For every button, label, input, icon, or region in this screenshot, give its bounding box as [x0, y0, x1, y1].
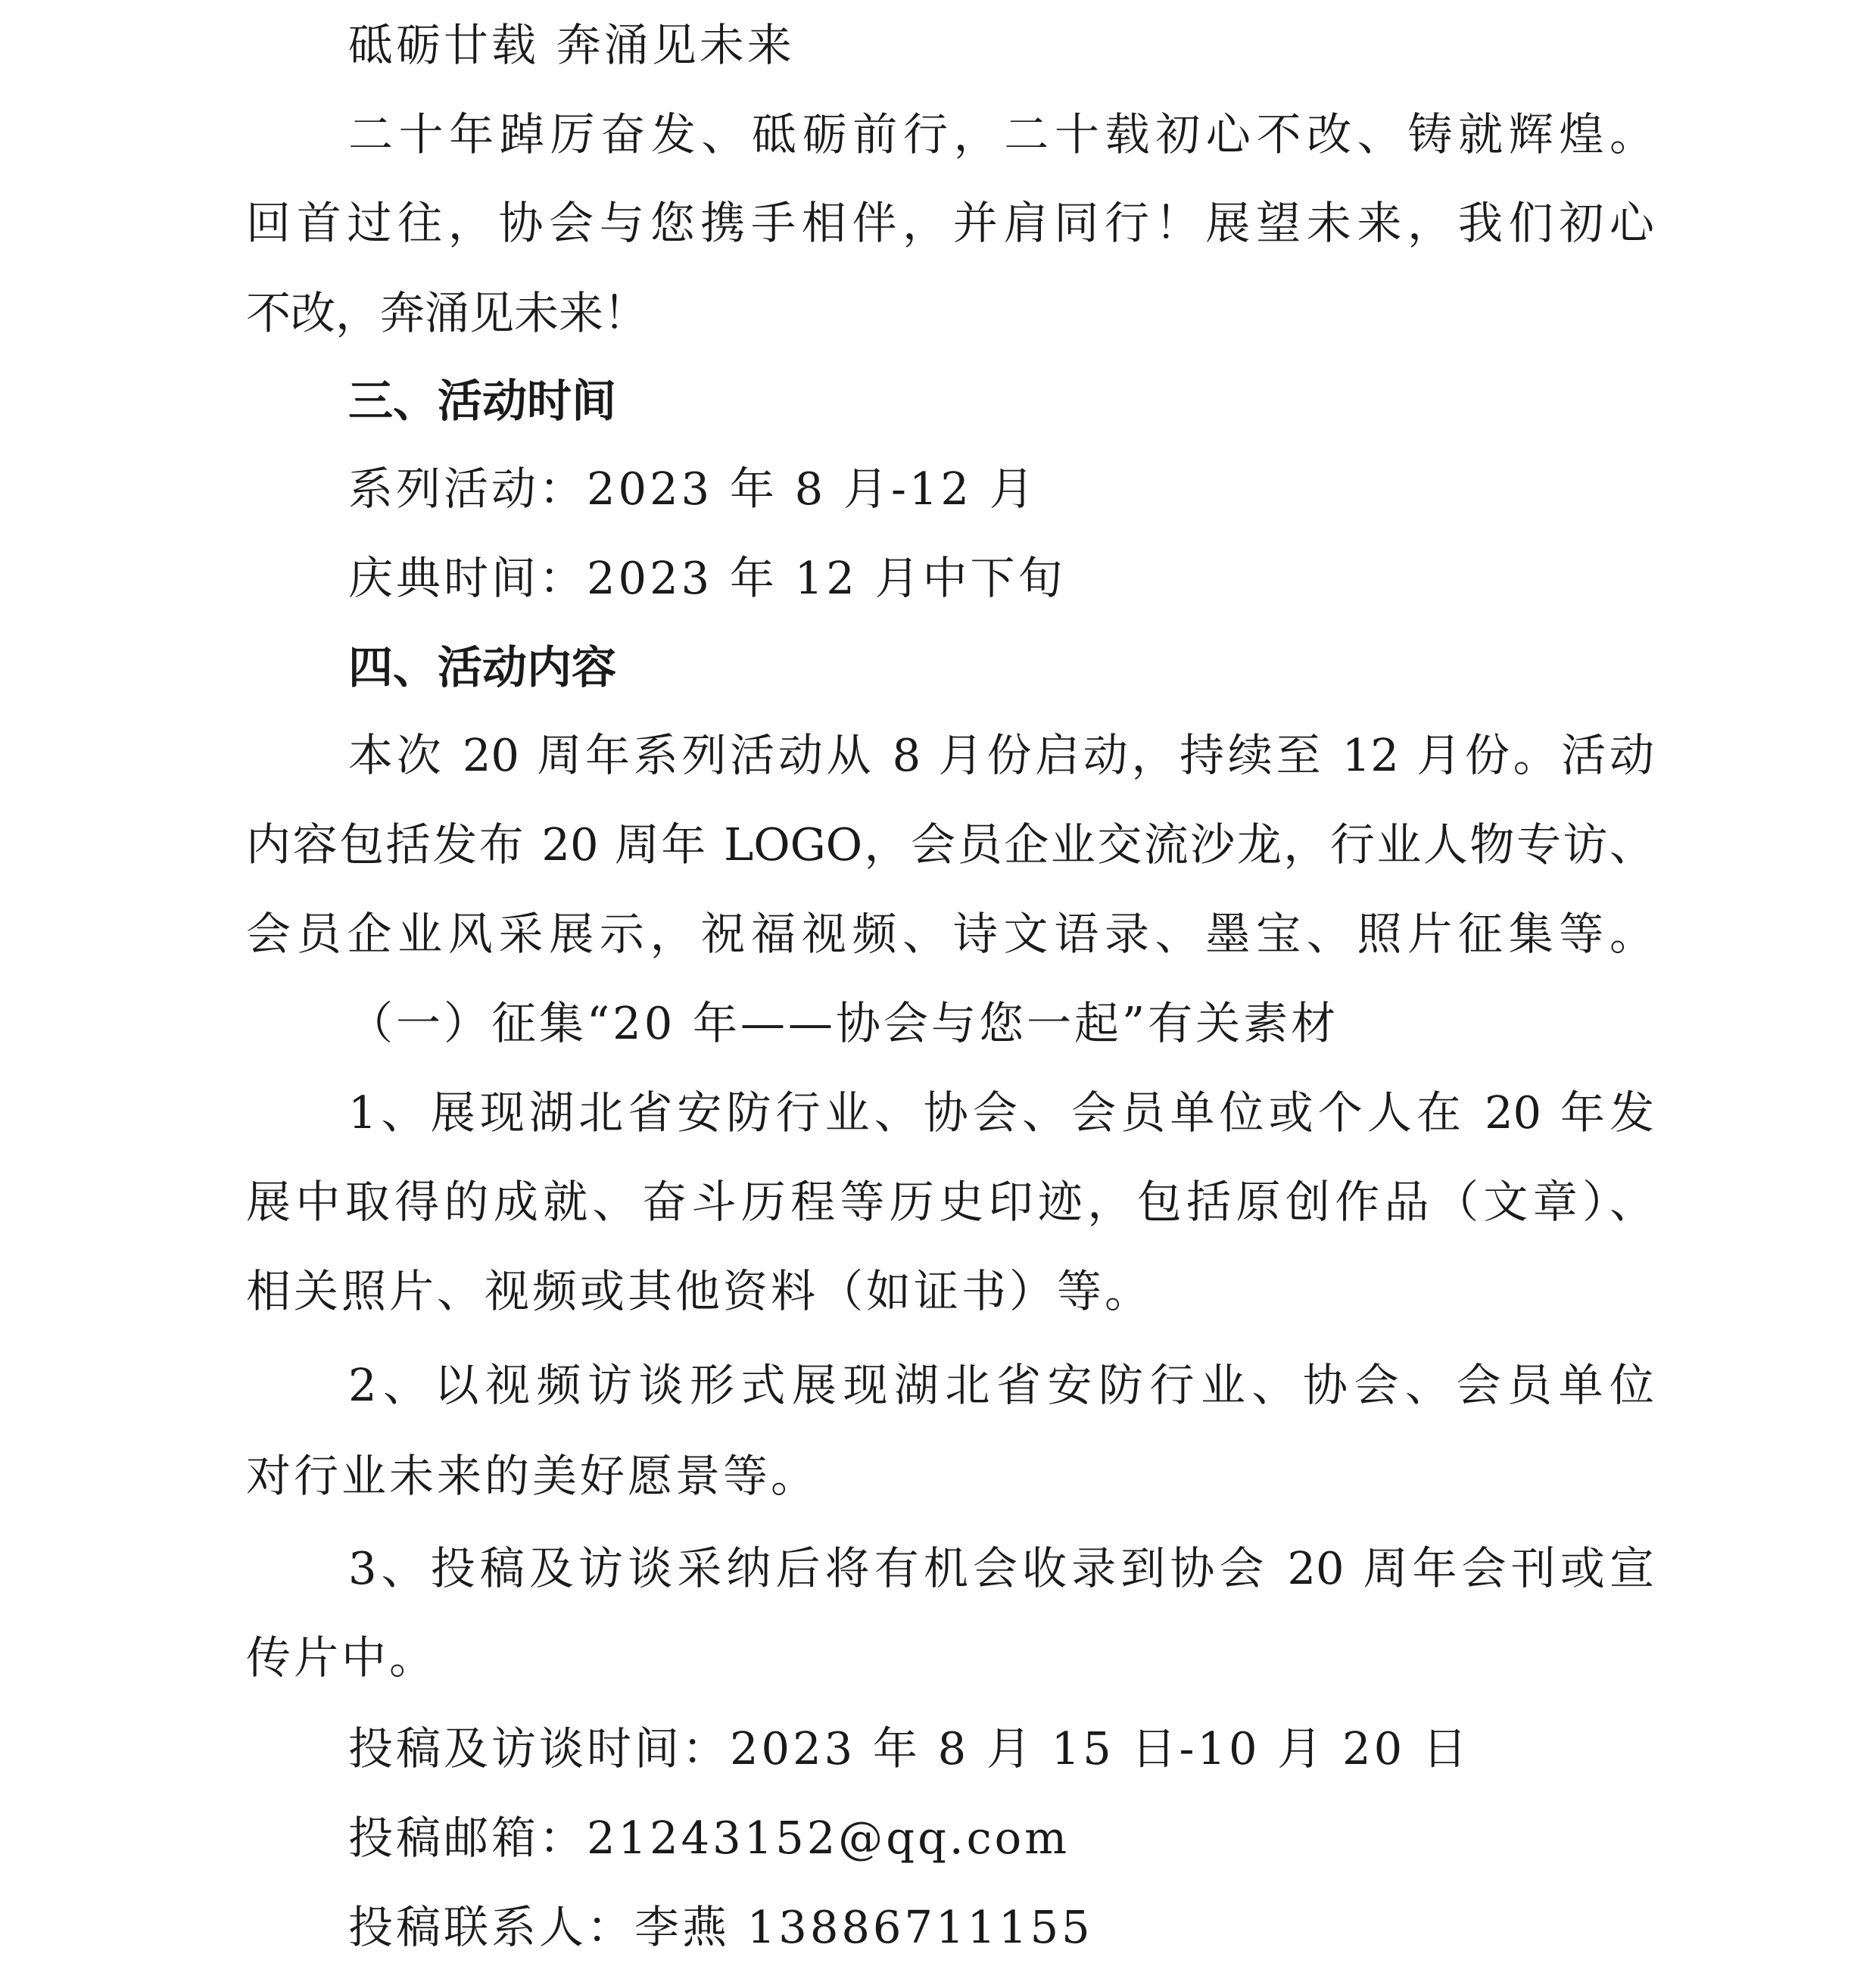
item1-line-1: 1、展现湖北省安防行业、协会、会员单位或个人在 20 年发	[348, 1086, 1654, 1139]
item1-line-2: 展中取得的成就、奋斗历程等历史印迹，包括原创作品（文章）、	[246, 1176, 1654, 1228]
subsection1-heading: （一）征集“20 年——协会与您一起”有关素材	[348, 997, 1339, 1049]
submission-email: 投稿邮箱：21243152@qq.com	[348, 1812, 1070, 1864]
ceremony-time: 庆典时间：2023 年 12 月中下旬	[348, 552, 1066, 604]
series-time: 系列活动：2023 年 8 月-12 月	[348, 463, 1037, 515]
theme-para-line-1: 二十年踔厉奋发、砥砺前行，二十载初心不改、铸就辉煌。	[348, 108, 1654, 160]
item2-line-2: 对行业未来的美好愿景等。	[246, 1450, 819, 1502]
content-para-line-3: 会员企业风采展示，祝福视频、诗文语录、墨宝、照片征集等。	[246, 908, 1654, 960]
theme-title: 砥砺廿载 奔涌见未来	[348, 19, 795, 71]
item1-line-3: 相关照片、视频或其他资料（如证书）等。	[246, 1265, 1153, 1317]
section3-heading: 三、活动时间	[348, 375, 617, 427]
theme-para-line-3: 不改，奔涌见未来！	[246, 287, 649, 339]
submission-time: 投稿及访谈时间：2023 年 8 月 15 日-10 月 20 日	[348, 1722, 1470, 1775]
section4-heading: 四、活动内容	[348, 641, 617, 693]
content-para-line-1: 本次 20 周年系列活动从 8 月份启动，持续至 12 月份。活动	[348, 729, 1654, 781]
content-para-line-2: 内容包括发布 20 周年 LOGO，会员企业交流沙龙，行业人物专访、	[246, 818, 1654, 871]
item2-line-1: 2、以视频访谈形式展现湖北省安防行业、协会、会员单位	[348, 1359, 1654, 1411]
submission-contact: 投稿联系人：李燕 13886711155	[348, 1901, 1093, 1953]
item3-line-1: 3、投稿及访谈采纳后将有机会收录到协会 20 周年会刊或宣	[348, 1542, 1654, 1594]
item3-line-2: 传片中。	[246, 1631, 438, 1684]
theme-para-line-2: 回首过往，协会与您携手相伴，并肩同行！展望未来，我们初心	[246, 197, 1654, 249]
